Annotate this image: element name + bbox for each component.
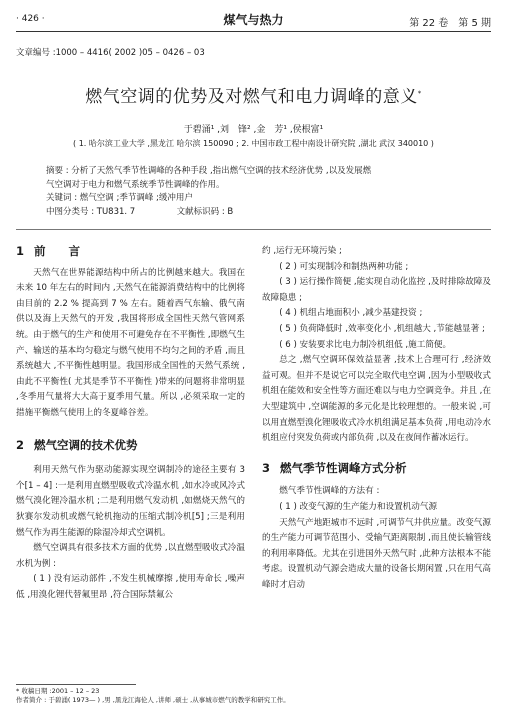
peak-method-1-heading: ( 1 ) 改变气源的生产能力和设置机动气源	[279, 501, 438, 512]
tech-paragraph-1: 利用天然气作为驱动能源实现空调制冷的途径主要有 3 个[1 – 4] :一是利用直燃型吸收式冷温水机 ,如水冷或风冷式燃气溴化锂冷温水机 ;二是利用燃气发动机 ,如燃烧天然气的狄赛尔发动机或燃气轮机拖动的压缩式制冷机[5] ;三是利用燃气作为再生能源的除湿冷却式空调机。	[16, 465, 245, 538]
volume-issue: 第 22 卷 第 5 期	[409, 18, 491, 29]
abstract-line-2: 气空调对于电力和燃气系统季节性调峰的作用。	[46, 179, 225, 190]
right-column	[262, 244, 491, 593]
footnote	[16, 687, 290, 705]
footnote-rule	[16, 684, 136, 685]
advantage-item-4: ( 4 ) 机组占地面积小 ,减少基建投资 ;	[279, 308, 423, 319]
advantage-item-2: ( 2 ) 可实现制冷和制热两种功能 ;	[279, 261, 409, 272]
document-code: 文献标识码 : B	[176, 206, 234, 217]
header-rule	[16, 31, 491, 32]
journal-name: 煤气与热力	[223, 13, 284, 27]
tech-paragraph-3: ( 1 ) 没有运动部件 ,不发生机械摩擦 ,使用寿命长 ,噪声低 ,用溴化锂代替氟里昂 ,符合国际禁氟公	[16, 574, 245, 600]
paper-title	[0, 82, 507, 107]
article-number: 文章编号 :1000 – 4416( 2002 )05 – 0426 – 03	[16, 48, 205, 58]
received-date: * 收稿日期 :2001 – 12 – 23	[16, 687, 100, 695]
author-bio: 作者简介 : 于碧涌( 1973— ) ,男 ,黑龙江海伦人 ,讲师 ,硕士 ,从事城市燃气的教学和研究工作。	[16, 696, 290, 704]
continued-paragraph: 约 ,运行无环境污染 ;	[262, 246, 342, 256]
paper-title-text: 燃气空调的优势及对燃气和电力调峰的意义	[85, 87, 418, 107]
page-number: · 426 ·	[16, 14, 45, 24]
tech-paragraph-2: 燃气空调具有很多技术方面的优势 ,以直燃型吸收式冷温水机为例 :	[16, 543, 245, 569]
summary-paragraph: 总之 ,燃气空调环保效益显著 ,技术上合理可行 ,经济效益可观。但并不是说它可以完全取代电空调 ,因为小型吸收式机组在能效和安全性等方面还难以与电力空调竞争。并且 ,在大型建筑中 ,空调能源的多元化是比较理想的。一般来说 ,可以用直燃型溴化锂吸收式冷水机组满足基本负荷 ,用电动冷水机组应付突发负荷或内部负荷 ,以及在夜间作蓄冰运行。	[262, 355, 491, 444]
abstract-block	[46, 165, 461, 219]
section-heading-1: 1 前 言	[16, 244, 81, 258]
advantage-item-6: ( 6 ) 安装要求比电力制冷机组低 ,施工简便。	[279, 339, 452, 350]
intro-paragraph: 天然气在世界能源结构中所占的比例越来越大。我国在未来 10 年左右的时间内 ,天然气在能源消费结构中的比例将由目前的 2.2 % 提高到 7 % 左右。随着西气东输、俄气南供以及海上天然气的开发 ,我国将形成全国性天然气管网系统。由于燃气的生产和使用不可避免存在不平衡性 ,即燃气生产、输送的基本均匀稳定与燃气使用不均匀之间的矛盾 ,而且系统越大 ,不平衡性越明显。我国形成全国性的天然气系统 ,由此不平衡性( 尤其是季节不平衡性 )带来的问题将非常明显 ,冬季用气量将大大高于夏季用气量。所以 ,必须采取一定的措施平衡燃气使用上的冬夏峰谷差。	[16, 267, 245, 418]
author-list: 于碧涌¹ ,刘 锋² ,金 芳¹ ,侯根富¹	[183, 125, 324, 135]
peak-methods-intro: 燃气季节性调峰的方法有 :	[279, 486, 380, 497]
section-heading-3: 3 燃气季节性调峰方式分析	[262, 460, 407, 475]
running-header	[16, 8, 491, 30]
advantage-item-5: ( 5 ) 负荷降低时 ,效率变化小 ,机组越大 ,节能越显著 ;	[279, 323, 485, 334]
title-footnote-mark: *	[417, 89, 422, 98]
left-column	[16, 244, 245, 603]
classification-line	[46, 206, 461, 220]
abstract-rule	[16, 229, 491, 230]
keywords: 关键词 : 燃气空调 ;季节调峰 ;缓冲用户	[46, 193, 193, 203]
affiliation: ( 1. 哈尔滨工业大学 ,黑龙江 哈尔滨 150090 ; 2. 中国市政工程中南设计研究院 ,湖北 武汉 340010 )	[73, 139, 434, 148]
clc-number: 中图分类号 : TU831. 7	[46, 206, 136, 217]
advantage-item-3: ( 3 ) 运行操作简便 ,能实现自动化监控 ,及时排除故障及故障隐患 ;	[262, 277, 491, 303]
peak-method-1-text: 天然气产地距城市不远时 ,可调节气井供应量。改变气源的生产能力可调节范围小、受输气距离限制 ,而且使长输管线的利用率降低。尤其在引进国外天然气时 ,此种方法根本不能考虑。设置机动气源会造成大量的设备长期闲置 ,只在用气高峰时才启动	[262, 517, 491, 590]
section-heading-2: 2 燃气空调的技术优势	[16, 437, 138, 452]
abstract-line-1: 摘要 : 分析了天然气季节性调峰的各种手段 ,指出燃气空调的技术经济优势 ,以及发展燃	[46, 166, 372, 176]
